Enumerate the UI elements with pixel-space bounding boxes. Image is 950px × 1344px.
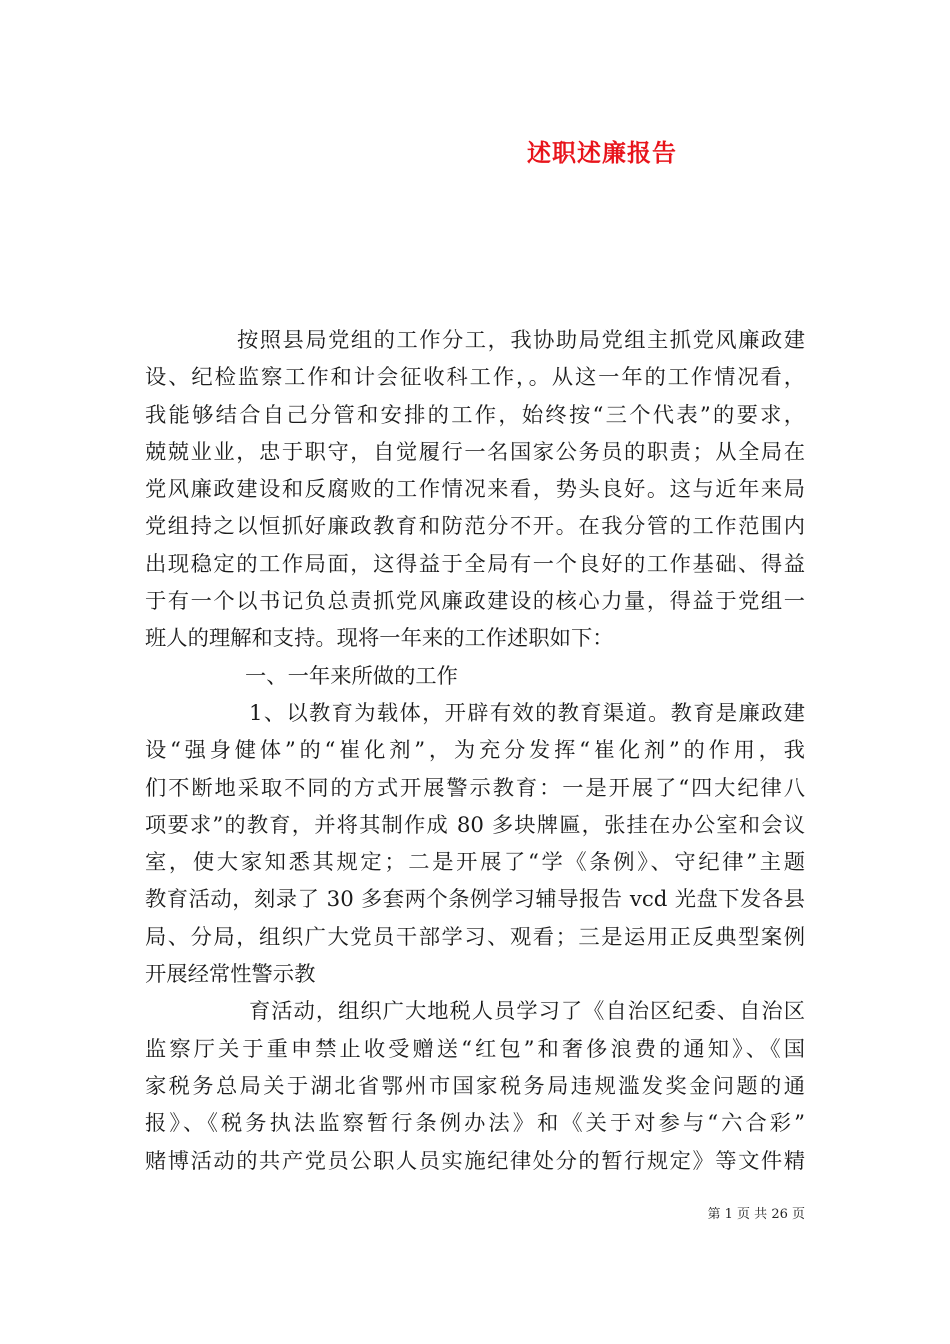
text-line: 我能够结合自己分管和安排的工作，始终按“三个代表”的要求， bbox=[145, 402, 805, 428]
text-line: 们不断地采取不同的方式开展警示教育：一是开展了“四大纪律八 bbox=[145, 775, 805, 801]
text-line: 监察厅关于重申禁止收受赠送“红包”和奢侈浪费的通知》、《国 bbox=[145, 1036, 805, 1062]
text-line: 党风廉政建设和反腐败的工作情况来看，势头良好。这与近年来局 bbox=[145, 477, 805, 503]
text-line: 兢兢业业，忠于职守，自觉履行一名国家公务员的职责；从全局在 bbox=[145, 439, 805, 465]
text-line: 出现稳定的工作局面，这得益于全局有一个良好的工作基础、得益 bbox=[145, 551, 805, 577]
text-line: 设“强身健体”的“崔化剂”，为充分发挥“崔化剂”的作用，我 bbox=[145, 738, 805, 764]
document-body bbox=[145, 322, 805, 1180]
text-line: 按照县局党组的工作分工，我协助局党组主抓党风廉政建 bbox=[237, 328, 805, 353]
text-line: 1、以教育为载体，开辟有效的教育渠道。教育是廉政建 bbox=[249, 700, 805, 726]
text-line: 室，使大家知悉其规定；二是开展了“学《条例》、守纪律”主题 bbox=[145, 850, 805, 876]
text-line: 班人的理解和支持。现将一年来的工作述职如下： bbox=[145, 626, 614, 652]
document-title: 述职述廉报告 bbox=[527, 138, 677, 167]
text-line: 育活动，组织广大地税人员学习了《自治区纪委、自治区 bbox=[249, 999, 805, 1025]
section-heading: 一、一年来所做的工作 bbox=[245, 663, 458, 689]
page-number: 第 1 页 共 26 页 bbox=[707, 1207, 805, 1222]
text-line: 赌博活动的共产党员公职人员实施纪律处分的暂行规定》等文件精 bbox=[145, 1148, 805, 1174]
text-line: 党组持之以恒抓好廉政教育和防范分不开。在我分管的工作范围内 bbox=[145, 514, 805, 540]
text-line: 局、分局，组织广大党员干部学习、观看；三是运用正反典型案例 bbox=[145, 924, 805, 950]
text-line: 设、纪检监察工作和计会征收科工作，。从这一年的工作情况看， bbox=[145, 365, 805, 391]
text-line: 家税务总局关于湖北省鄂州市国家税务局违规滥发奖金问题的通 bbox=[145, 1073, 805, 1099]
text-line: 报》、《税务执法监察暂行条例办法》和《关于对参与“六合彩” bbox=[145, 1111, 805, 1137]
text-line: 教育活动，刻录了 30 多套两个条例学习辅导报告 vcd 光盘下发各县 bbox=[145, 887, 805, 913]
text-line: 项要求”的教育，并将其制作成 80 多块牌匾，张挂在办公室和会议 bbox=[145, 812, 805, 838]
text-line: 开展经常性警示教 bbox=[145, 962, 316, 988]
text-line: 于有一个以书记负总责抓党风廉政建设的核心力量，得益于党组一 bbox=[145, 589, 805, 615]
